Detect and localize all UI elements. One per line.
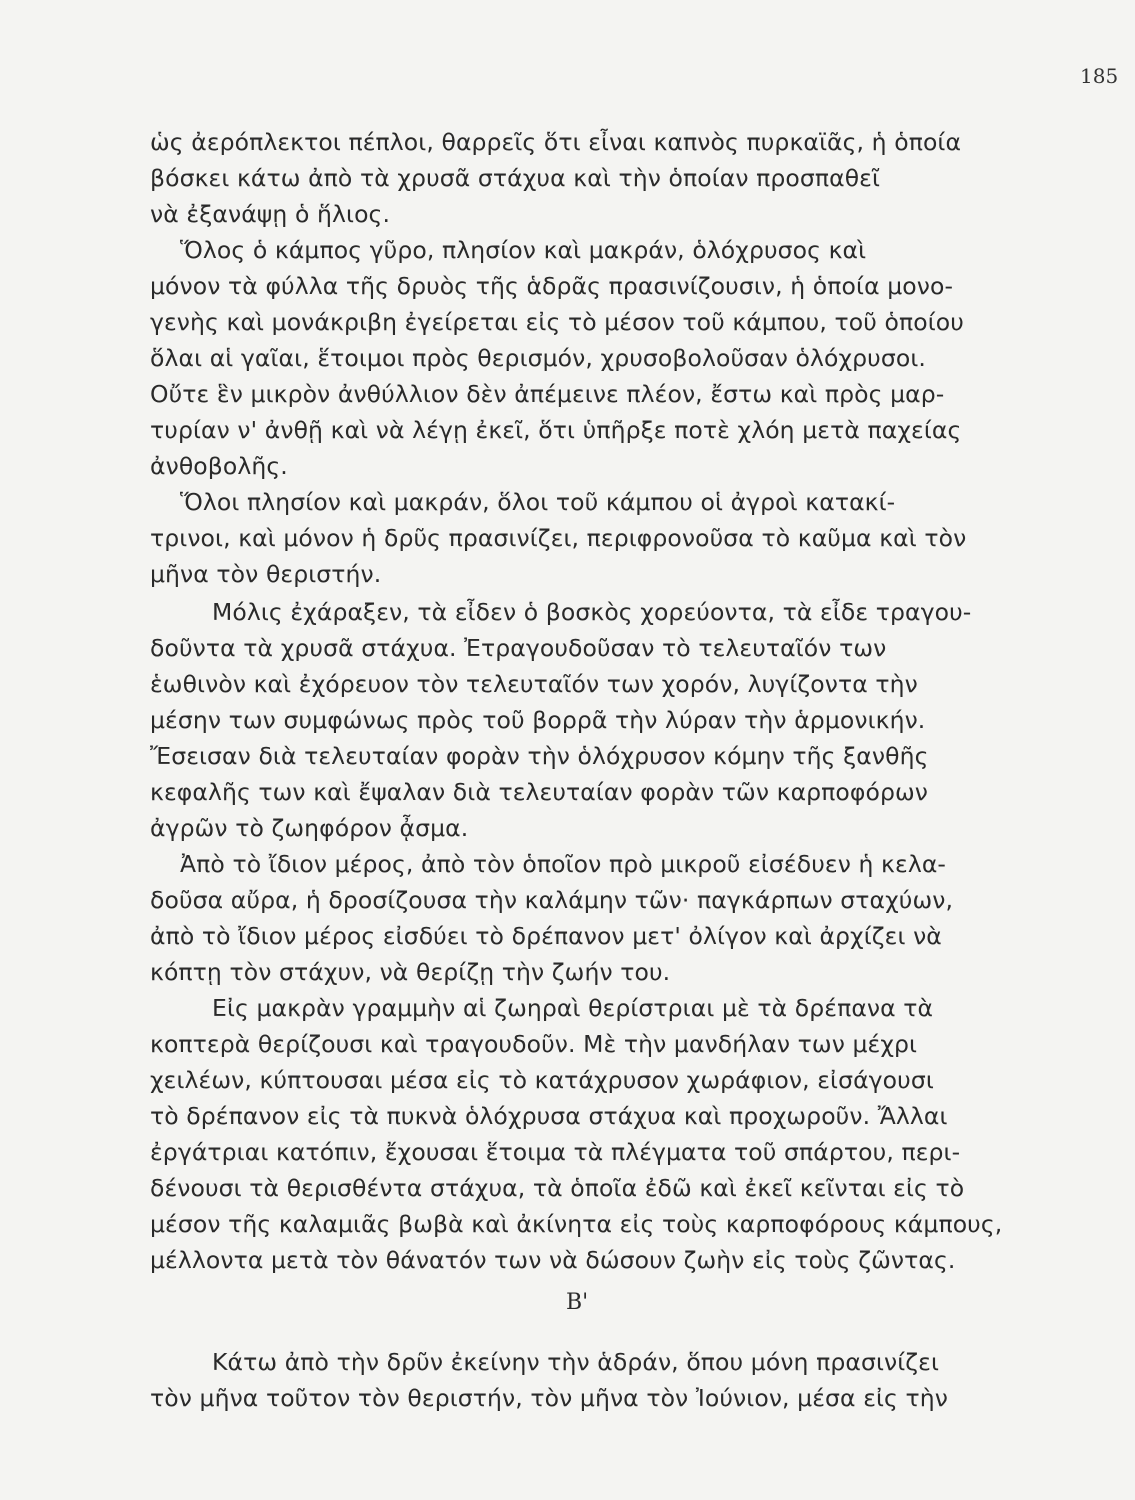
text-line: νὰ ἐξανάψῃ ὁ ἥλιος. xyxy=(150,200,391,228)
text-line: μέλλοντα μετὰ τὸν θάνατόν των νὰ δώσουν ζωὴν εἰς τοὺς ζῶντας. xyxy=(150,1246,956,1274)
text-line: τὸ δρέπανον εἰς τὰ πυκνὰ ὁλόχρυσα στάχυα καὶ προχωροῦν. Ἄλλαι xyxy=(150,1102,948,1130)
text-line: κοπτερὰ θερίζουσι καὶ τραγουδοῦν. Μὲ τὴν μανδήλαν των μέχρι xyxy=(150,1030,918,1058)
text-line: ἑωθινὸν καὶ ἐχόρευον τὸν τελευταῖόν των χορόν, λυγίζοντα τὴν xyxy=(150,670,918,698)
text-line: Εἰς μακρὰν γραμμὴν αἱ ζωηραὶ θερίστριαι μὲ τὰ δρέπανα τὰ xyxy=(212,994,934,1022)
text-line: βόσκει κάτω ἀπὸ τὰ χρυσᾶ στάχυα καὶ τὴν ὁποίαν προσπαθεῖ xyxy=(150,164,881,192)
text-line: χειλέων, κύπτουσαι μέσα εἰς τὸ κατάχρυσον χωράφιον, εἰσάγουσι xyxy=(150,1066,934,1094)
text-line: Ἔσεισαν διὰ τελευταίαν φορὰν τὴν ὁλόχρυσον κόμην τῆς ξανθῆς xyxy=(150,742,929,770)
text-line: κεφαλῆς των καὶ ἔψαλαν διὰ τελευταίαν φορὰν τῶν καρποφόρων xyxy=(150,778,929,806)
section-marker: Β' xyxy=(566,1290,589,1315)
text-line: Μόλις ἐχάραξεν, τὰ εἶδεν ὁ βοσκὸς χορεύοντα, τὰ εἶδε τραγου- xyxy=(212,598,972,626)
text-line: ἀπὸ τὸ ἴδιον μέρος εἰσδύει τὸ δρέπανον μετ' ὀλίγον καὶ ἀρχίζει νὰ xyxy=(150,922,942,950)
text-line: ὡς ἀερόπλεκτοι πέπλοι, θαρρεῖς ὅτι εἶναι καπνὸς πυρκαϊᾶς, ἡ ὁποία xyxy=(150,128,962,156)
text-line: μόνον τὰ φύλλα τῆς δρυὸς τῆς ἁδρᾶς πρασινίζουσιν, ἡ ὁποία μονο- xyxy=(150,272,954,300)
page-number: 185 xyxy=(1080,64,1119,88)
text-line: ὅλαι αἱ γαῖαι, ἕτοιμοι πρὸς θερισμόν, χρυσοβολοῦσαν ὁλόχρυσοι. xyxy=(150,344,926,372)
text-line: μῆνα τὸν θεριστήν. xyxy=(150,560,382,588)
text-line: τυρίαν ν' ἀνθῇ καὶ νὰ λέγῃ ἐκεῖ, ὅτι ὑπῆρξε ποτὲ χλόη μετὰ παχείας xyxy=(150,416,962,444)
text-line: Οὔτε ἓν μικρὸν ἀνθύλλιον δὲν ἀπέμεινε πλέον, ἔστω καὶ πρὸς μαρ- xyxy=(150,380,945,408)
text-line: Κάτω ἀπὸ τὴν δρῦν ἐκείνην τὴν ἁδράν, ὅπου μόνη πρασινίζει xyxy=(212,1348,940,1376)
text-line: ἀγρῶν τὸ ζωηφόρον ᾆσμα. xyxy=(150,814,469,842)
text-line: ἐργάτριαι κατόπιν, ἔχουσαι ἕτοιμα τὰ πλέγματα τοῦ σπάρτου, περι- xyxy=(150,1138,961,1166)
text-line: δοῦντα τὰ χρυσᾶ στάχυα. Ἐτραγουδοῦσαν τὸ τελευταῖόν των xyxy=(150,634,887,662)
text-line: τὸν μῆνα τοῦτον τὸν θεριστήν, τὸν μῆνα τὸν Ἰούνιον, μέσα εἰς τὴν xyxy=(150,1384,948,1412)
text-line: μέσην των συμφώνως πρὸς τοῦ βορρᾶ τὴν λύραν τὴν ἁρμονικήν. xyxy=(150,706,926,734)
text-line: κόπτῃ τὸν στάχυν, νὰ θερίζῃ τὴν ζωήν του. xyxy=(150,958,671,986)
text-line: δένουσι τὰ θερισθέντα στάχυα, τὰ ὁποῖα ἐδῶ καὶ ἐκεῖ κεῖνται εἰς τὸ xyxy=(150,1174,965,1202)
text-line: Ὅλοι πλησίον καὶ μακράν, ὅλοι τοῦ κάμπου οἱ ἀγροὶ κατακί- xyxy=(180,488,896,516)
text-line: ἀνθοβολῆς. xyxy=(150,452,288,480)
text-line: γενὴς καὶ μονάκριβη ἐγείρεται εἰς τὸ μέσον τοῦ κάμπου, τοῦ ὁποίου xyxy=(150,308,964,336)
text-line: δοῦσα αὔρα, ἡ δροσίζουσα τὴν καλάμην τῶν· παγκάρπων σταχύων, xyxy=(150,886,954,914)
text-line: Ἀπὸ τὸ ἴδιον μέρος, ἀπὸ τὸν ὁποῖον πρὸ μικροῦ εἰσέδυεν ἡ κελα- xyxy=(180,850,946,878)
text-line: μέσον τῆς καλαμιᾶς βωβὰ καὶ ἀκίνητα εἰς τοὺς καρποφόρους κάμπους, xyxy=(150,1210,1003,1238)
text-line: Ὅλος ὁ κάμπος γῦρο, πλησίον καὶ μακράν, ὁλόχρυσος καὶ xyxy=(180,236,867,264)
text-line: τρινοι, καὶ μόνον ἡ δρῦς πρασινίζει, περιφρονοῦσα τὸ καῦμα καὶ τὸν xyxy=(150,524,967,552)
